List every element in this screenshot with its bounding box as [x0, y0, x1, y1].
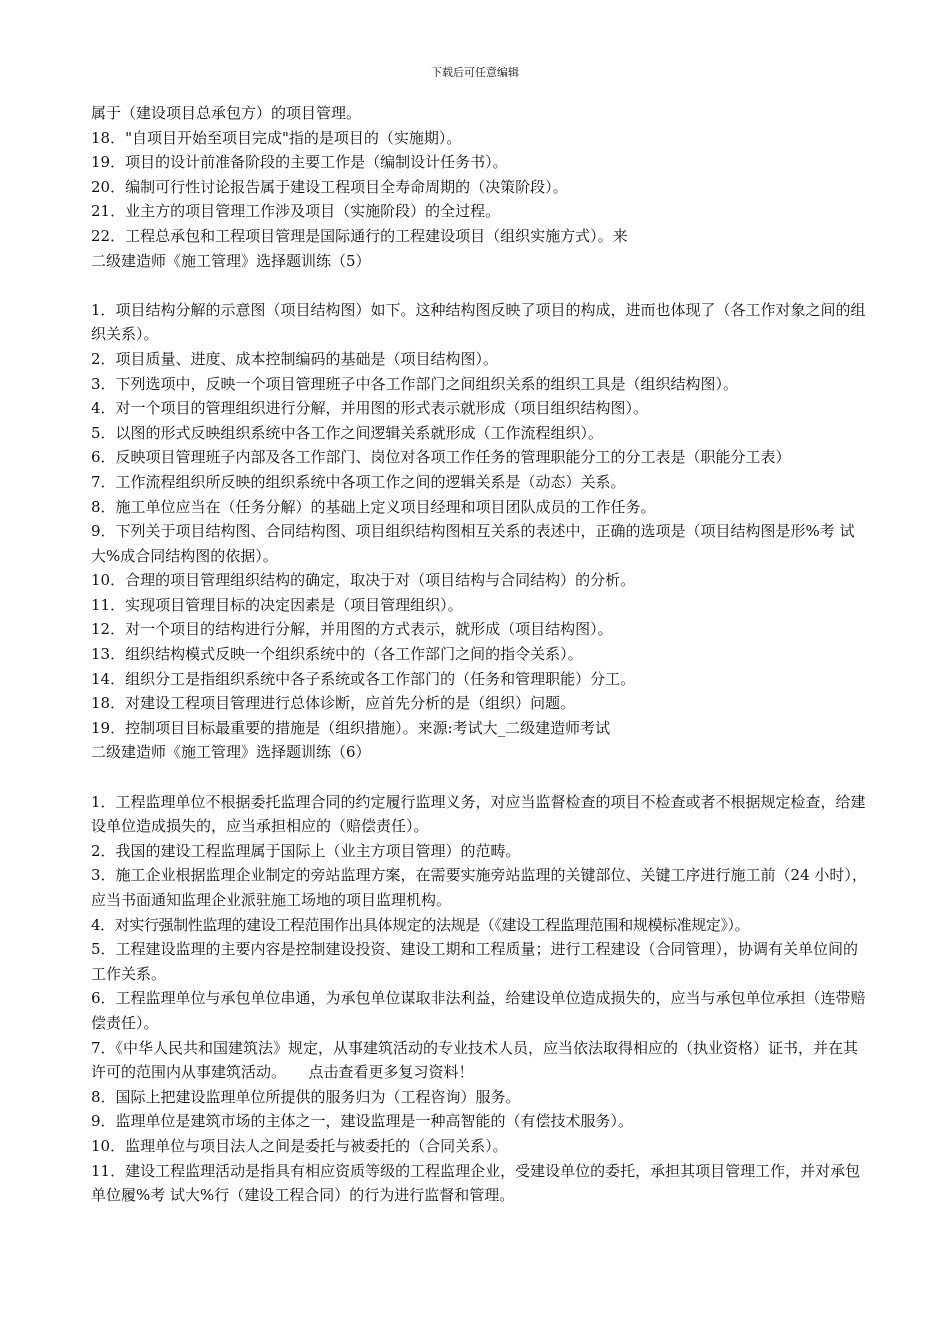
text-paragraph: 18．"自项目开始至项目完成"指的是项目的（实施期）。	[91, 128, 462, 147]
text-paragraph: 11．建设工程监理活动是指具有相应资质等级的工程监理企业，受建设单位的委托，承担其项目管理工作，并对承包单位履%考 试大%行（建设工程合同）的行为进行监督和管理。	[91, 1161, 861, 1205]
page-header: 下载后可任意编辑	[431, 66, 519, 79]
text-paragraph: 2．项目质量、进度、成本控制编码的基础是（项目结构图）。	[91, 349, 499, 368]
text-paragraph: 7．《中华人民共和国建筑法》规定，从事建筑活动的专业技术人员，应当依法取得相应的（执业资格）证书，并在其许可的范围内从事建筑活动。 点击查看更多复习资料！	[91, 1038, 859, 1082]
text-paragraph: 19．项目的设计前准备阶段的主要工作是（编制设计任务书）。	[91, 153, 508, 172]
text-paragraph: 8．施工单位应当在（任务分解）的基础上定义项目经理和项目团队成员的工作任务。	[91, 497, 656, 516]
text-paragraph: 18．对建设工程项目管理进行总体诊断，应首先分析的是（组织）问题。	[91, 694, 576, 713]
text-paragraph: 9．下列关于项目结构图、合同结构图、项目组织结构图相互关系的表述中，正确的选项是（项目结构图是形%考 试大%成合同结构图的依据）。	[91, 522, 855, 565]
text-paragraph: 20．编制可行性讨论报告属于建设工程项目全寿命周期的（决策阶段）。	[91, 177, 568, 196]
text-paragraph: 属于（建设项目总承包方）的项目管理。	[91, 104, 362, 122]
text-paragraph: 22．工程总承包和工程项目管理是国际通行的工程建设项目（组织实施方式）。来	[91, 226, 628, 245]
text-paragraph: 4．对一个项目的管理组织进行分解，并用图的形式表示就形成（项目组织结构图）。	[91, 399, 649, 418]
text-paragraph: 1．项目结构分解的示意图（项目结构图）如下。这种结构图反映了项目的构成，进而也体现了（各工作对象之间的组织关系）。	[91, 300, 866, 344]
text-paragraph: 1．工程监理单位不根据委托监理合同的约定履行监理义务，对应当监督检查的项目不检查或者不根据规定检查，给建设单位造成损失的，应当承担相应的（赔偿责任）。	[91, 792, 866, 836]
text-paragraph: 5．以图的形式反映组织系统中各工作之间逻辑关系就形成（工作流程组织）。	[91, 423, 604, 442]
text-paragraph: 5．工程建设监理的主要内容是控制建设投资、建设工期和工程质量；进行工程建设（合同管理），协调有关单位间的工作关系。	[91, 940, 859, 983]
document-body	[91, 101, 871, 1208]
blank-line	[91, 273, 871, 298]
text-paragraph: 11．实现项目管理目标的决定因素是（项目管理组织）。	[91, 595, 463, 614]
text-paragraph: 12．对一个项目的结构进行分解，并用图的方式表示，就形成（项目结构图）。	[91, 620, 613, 639]
text-paragraph: 19．控制项目目标最重要的措施是（组织措施）。来源:考试大_二级建造师考试	[91, 718, 611, 737]
text-paragraph: 9．监理单位是建筑市场的主体之一，建设监理是一种高智能的（有偿技术服务）。	[91, 1112, 634, 1131]
text-paragraph: 10．合理的项目管理组织结构的确定，取决于对（项目结构与合同结构）的分析。	[91, 571, 636, 590]
text-paragraph: 7．工作流程组织所反映的组织系统中各项工作之间的逻辑关系是（动态）关系。	[91, 472, 626, 491]
text-paragraph: 3．施工企业根据监理企业制定的旁站监理方案，在需要实施旁站监理的关键部位、关键工序进行施工前（24 小时），应当书面通知监理企业派驻施工场地的项目监理机构。	[91, 866, 867, 909]
text-paragraph: 21．业主方的项目管理工作涉及项目（实施阶段）的全过程。	[91, 202, 501, 221]
text-paragraph: 6．反映项目管理班子内部及各工作部门、岗位对各项工作任务的管理职能分工的分工表是（职能分工表）	[91, 448, 791, 467]
text-paragraph: 14．组织分工是指组织系统中各子系统或各工作部门的（任务和管理职能）分工。	[91, 669, 636, 688]
blank-line	[91, 765, 871, 790]
text-paragraph: 13．组织结构模式反映一个组织系统中的（各工作部门之间的指令关系）。	[91, 645, 583, 664]
text-paragraph: 3．下列选项中，反映一个项目管理班子中各工作部门之间组织关系的组织工具是（组织结构图）。	[91, 374, 739, 393]
text-paragraph: 二级建造师《施工管理》选择题训练（5）	[91, 251, 371, 270]
text-paragraph: 10．监理单位与项目法人之间是委托与被委托的（合同关系）。	[91, 1136, 508, 1155]
text-paragraph: 6．工程监理单位与承包单位串通，为承包单位谋取非法利益，给建设单位造成损失的，应当与承包单位承担（连带赔偿责任）。	[91, 989, 866, 1032]
text-paragraph: 二级建造师《施工管理》选择题训练（6）	[91, 743, 371, 762]
text-paragraph: 4．对实行强制性监理的建设工程范围作出具体规定的法规是（《建设工程监理范围和规模标准规定》）。	[91, 915, 750, 934]
text-paragraph: 2．我国的建设工程监理属于国际上（业主方项目管理）的范畴。	[91, 841, 521, 860]
text-paragraph: 8．国际上把建设监理单位所提供的服务归为（工程咨询）服务。	[91, 1087, 521, 1106]
